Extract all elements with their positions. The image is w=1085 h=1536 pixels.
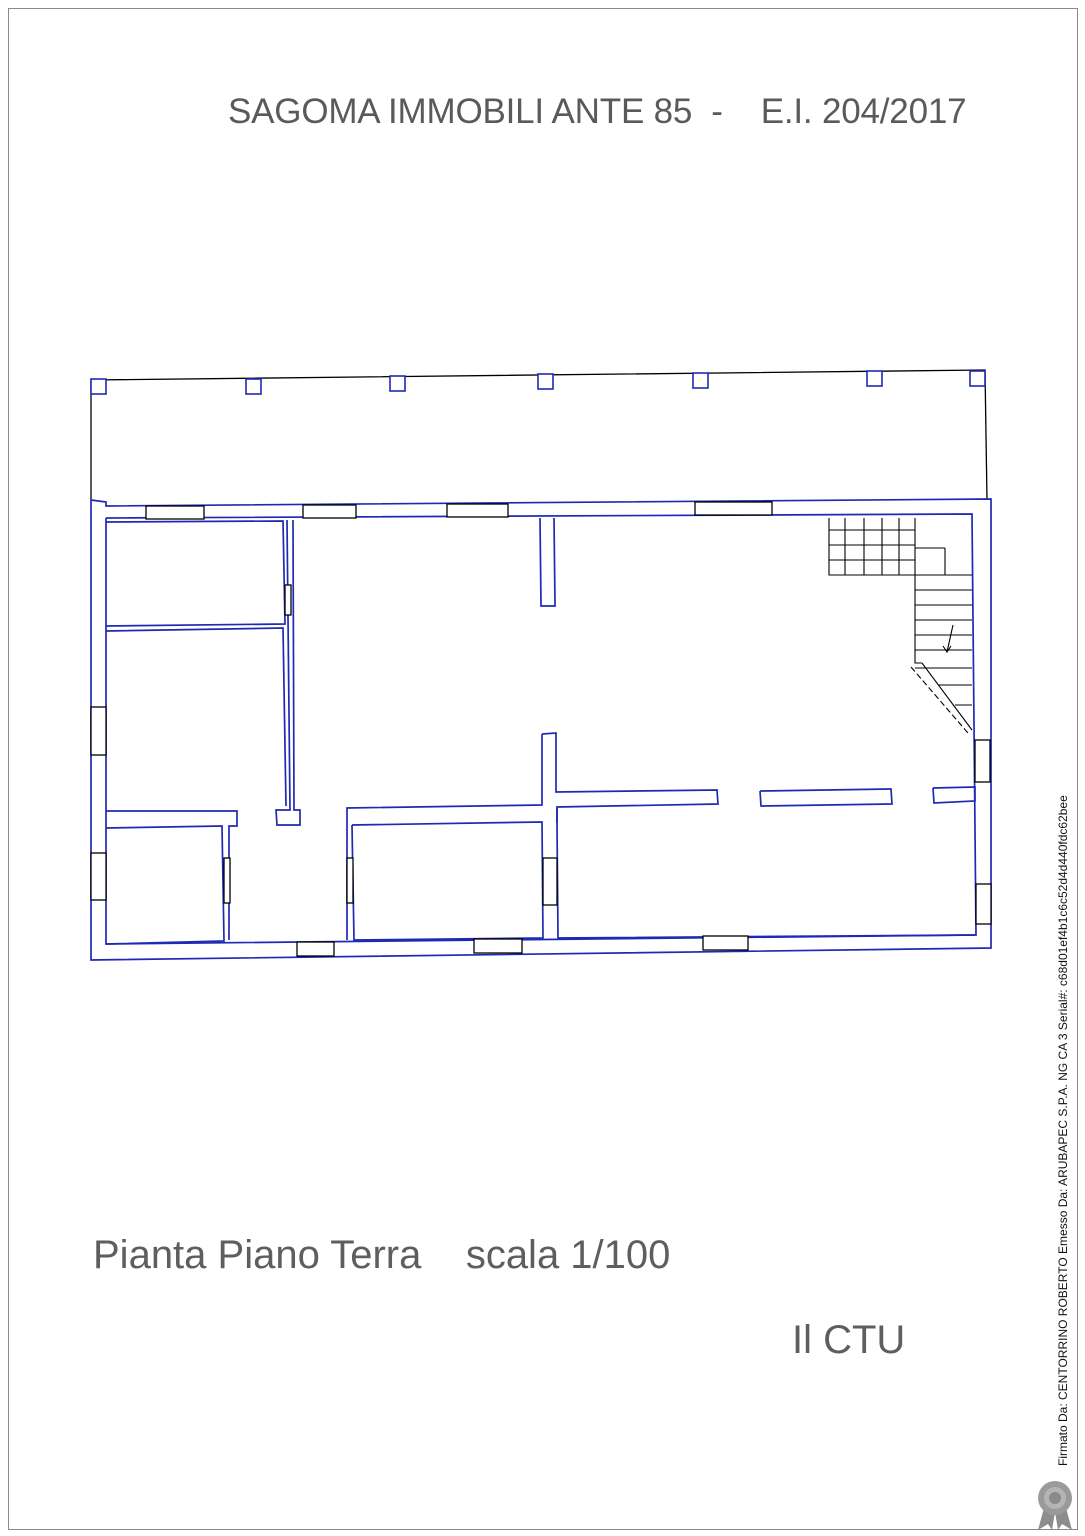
pillar [246,379,261,394]
wall-segment-right [760,789,892,806]
opening [91,853,106,900]
opening [91,707,106,755]
opening [347,858,353,903]
opening [976,884,991,924]
pillar [91,379,106,394]
wall-left-partition [276,520,300,825]
digital-signature-text: Firmato Da: CENTORRINO ROBERTO Emesso Da: ARUBAPEC S.P.A. NG CA 3 Serial#: c68d01ef4b1c6c52d4d440fdc62bee [1056,795,1070,1466]
wall-stub-top [540,518,555,606]
opening [447,504,508,517]
pillar [538,374,553,389]
opening [543,858,557,905]
wall-room-mid-left [106,628,286,806]
opening [146,506,204,519]
wall-room-right [557,823,975,938]
opening [224,858,230,903]
wall-room-center [352,822,543,940]
opening [703,936,748,950]
interior-walls [106,518,975,944]
staircase [829,518,972,733]
pillar [693,373,708,388]
wall-room-bottom-left [106,826,224,944]
pillar [970,371,985,386]
porch-pillars [91,371,985,394]
page-title: SAGOMA IMMOBILI ANTE 85 - E.I. 204/2017 [228,92,967,131]
wall-corridor-top [106,811,237,940]
plan-caption: Pianta Piano Terra scala 1/100 [93,1233,671,1277]
wall-stub-middle-left [347,734,542,940]
pillar [867,371,882,386]
opening [297,942,334,956]
certificate-seal-icon [1030,1478,1080,1530]
wall-segment-far-right [933,787,975,803]
opening [474,939,522,953]
opening [695,502,772,515]
opening [303,505,356,518]
pillar [390,376,405,391]
opening [285,585,291,615]
opening [975,740,990,782]
ctu-signature-label: Il CTU [792,1318,906,1362]
wall-stub-middle [542,733,718,823]
wall-room-top-left [106,521,285,626]
